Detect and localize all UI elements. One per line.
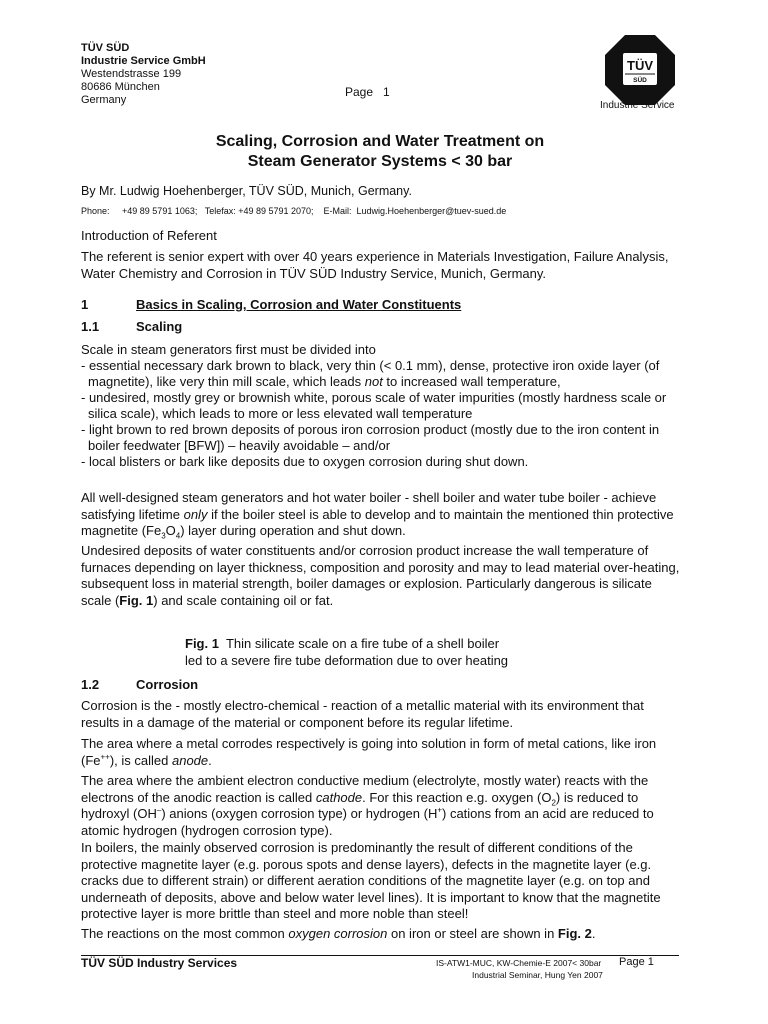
contact-line: Phone: +49 89 5791 1063; Telefax: +49 89 5791 2070; E-Mail: Ludwig.Hoehenberger@tuev-sued.de [81, 206, 507, 216]
footer-doc-ref: IS-ATW1-MUC, KW-Chemie-E 2007< 30bar [436, 958, 602, 968]
section-title: Scaling [136, 319, 183, 334]
intro-text: The referent is senior expert with over 40 years experience in Materials Investigation, Failure Analysis, Water Chemistry and Corrosion in TÜV SÜD Industry Service, Munich, Germany. [81, 249, 669, 281]
section-title: Corrosion [136, 677, 199, 692]
logo-caption: Industrie Service [600, 100, 675, 111]
document-title [80, 132, 680, 172]
footer-company: TÜV SÜD Industry Services [81, 956, 238, 970]
list-item: - essential necessary dark brown to black, very thin (< 0.1 mm), dense, protective iron oxide layer (of magnetite), like very thin mill scale, which leads not to increased wall temperature, [81, 358, 660, 389]
logo-text-top: TÜV [627, 58, 653, 73]
paragraph: All well-designed steam generators and hot water boiler - shell boiler and water tube boiler - achieve satisfying lifetime only if the boiler steel is able to develop and to maintain the mentioned thin protective magnetite $(Fe_3O_4)$ layer during operation and shut down. [81, 490, 674, 541]
scaling-list [81, 342, 681, 470]
author-line: By Mr. Ludwig Hoehenberger, TÜV SÜD, Munich, Germany. [81, 184, 412, 198]
section-1-heading [81, 297, 461, 312]
country: Germany [81, 94, 127, 106]
section-number: 1.1 [81, 319, 100, 334]
city: 80686 München [81, 81, 160, 93]
section-1-2-heading [81, 677, 198, 692]
figure-label: Fig. 1 [185, 636, 219, 651]
paragraph: Undesired deposits of water constituents and/or corrosion product increase the wall temperature of furnaces depending on layer thickness, composition and porosity and may to lead material over-heating, subsequent loss in material strength, boiler damages or explosion. Particularly dangerous is silicate scale (Fig. 1) and scale containing oil or fat. [81, 543, 680, 608]
section-number: 1.2 [81, 677, 100, 692]
logo-text-bottom: SÜD [633, 77, 647, 84]
company-division: Industrie Service GmbH [81, 55, 206, 67]
paragraph: The area where the ambient electron conductive medium (electrolyte, mostly water) reacts with the electrons of the anodic reaction is called cathode. For this reaction e.g. oxygen $(O_2)$ is reduced to hydroxyl (OH–) anions (oxygen corrosion type) or hydrogen (H+) cations from an acid are reduced to atomic hydrogen (hydrogen corrosion type). [81, 773, 654, 838]
title-line-2: Steam Generator Systems < 30 bar [247, 153, 513, 170]
footer-event: Industrial Seminar, Hung Yen 2007 [472, 970, 603, 980]
company-name: TÜV SÜD [81, 42, 130, 54]
list-item: - light brown to red brown deposits of porous iron corrosion product (mostly due to the iron content in boiler feedwater [BFW]) – heavily avoidable – and/or [81, 422, 660, 453]
street: Westendstrasse 199 [81, 68, 182, 80]
page-number-header: Page 1 [345, 85, 390, 99]
paragraph: The reactions on the most common oxygen corrosion on iron or steel are shown in Fig. 2. [81, 926, 596, 941]
list-item: - local blisters or bark like deposits due to oxygen corrosion during shut down. [81, 454, 529, 469]
scaling-lead: Scale in steam generators first must be divided into [81, 342, 376, 357]
section-1-1-heading [81, 319, 182, 334]
footer-page-number: Page 1 [619, 956, 654, 968]
intro-heading: Introduction of Referent [81, 228, 217, 243]
paragraph: The area where a metal corrodes respectively is going into solution in form of metal cations, like iron (Fe++), is called anode. [81, 736, 657, 768]
company-address [81, 42, 206, 107]
list-item: - undesired, mostly grey or brownish white, porous scale of water impurities (mostly hardness scale or silica scale), which leads to more or less elevated wall temperature [81, 390, 667, 421]
paragraph: In boilers, the mainly observed corrosion is predominantly the result of different conditions of the protective magnetite layer (e.g. porous spots and dense layers), defects in the magnetite layer (e.g. cracks due to different strain) or different aeration conditions of the magnetite layer (e.g. on top and underneath of deposits, above and below water level lines). It is important to know that the magnetite protective layer is more brittle than steel and more noble than steel! [81, 840, 661, 921]
paragraph: Corrosion is the - mostly electro-chemical - reaction of a metallic material with its environment that results in a damage of the material or component before its regular lifetime. [81, 698, 644, 730]
title-line-1: Scaling, Corrosion and Water Treatment on [215, 133, 545, 150]
section-number: 1 [81, 297, 89, 312]
tuv-sud-logo [602, 33, 678, 113]
figure-1-caption: Fig. 1 Thin silicate scale on a fire tube of a shell boiler led to a severe fire tube deformation due to over heating [185, 636, 509, 668]
section-title: Basics in Scaling, Corrosion and Water Constituents [136, 297, 462, 312]
